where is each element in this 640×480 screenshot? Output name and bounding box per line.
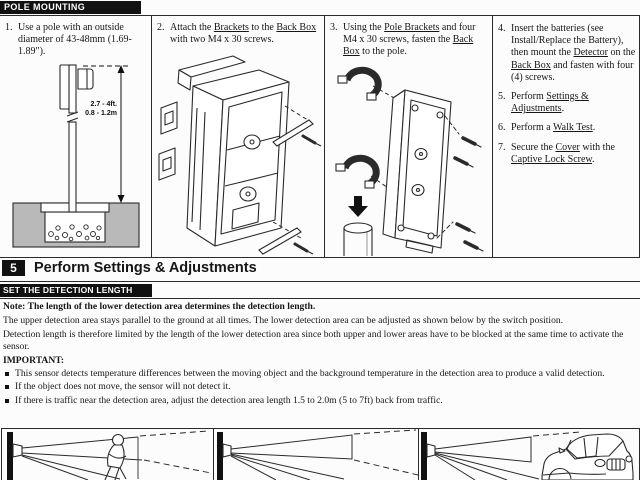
- side-clip: [159, 148, 175, 180]
- step-number: 2.: [157, 22, 165, 33]
- detection-area-range-svg: [214, 429, 418, 480]
- pole-mounting-header: POLE MOUNTING: [0, 1, 141, 14]
- bracket-attachment-diagram-svg: [155, 50, 325, 256]
- pole-bracket-diagram: [327, 56, 491, 256]
- detector-head: [78, 69, 93, 89]
- mount-arrow-and-pole: [344, 196, 372, 256]
- step-text: Perform Settings & Adjustments.: [511, 90, 589, 115]
- step-number: 3.: [330, 22, 338, 33]
- bracket-attachment-diagram: [155, 50, 325, 256]
- column-steps-4-7: [493, 16, 639, 257]
- detection-beams: [231, 430, 418, 480]
- step-number: 1.: [5, 22, 13, 33]
- step-text: Insert the batteries (see Install/Replace the Battery), then mount the Detector on the Back Box and fasten with four (4) screws.: [511, 23, 636, 83]
- detection-area-range-panel: [214, 429, 419, 480]
- rule-under-subheader: [0, 298, 640, 299]
- note-line: Note: The length of the lower detection area determines the detection length.: [3, 301, 316, 312]
- step-text: Attach the Brackets to the Back Box with two M4 x 30 screws.: [170, 22, 317, 46]
- paragraph-detection-limit: Detection length is therefore limited by the length of the lower detection area since both upper and lower areas have to be blocked at the same time to activate the sensor.: [3, 329, 624, 352]
- sensor-head: [223, 444, 231, 457]
- car-figure: [542, 434, 633, 480]
- detection-length-copy: [3, 301, 637, 408]
- step-7: [493, 135, 639, 166]
- pole-height-diagram: [1, 62, 151, 254]
- pole-top: [344, 223, 372, 233]
- step-2: [152, 16, 324, 46]
- height-label-line2: 0.8 - 1.2m: [85, 110, 117, 117]
- step-1: [0, 16, 151, 59]
- detector-bracket: [60, 65, 69, 109]
- pole-bracket-diagram-svg: [327, 56, 491, 256]
- step-text: Use a pole with an outside diameter of 43-48mm (1.69-1.89").: [18, 22, 132, 58]
- bullet-item: If the object does not move, the sensor will not detect it.: [5, 381, 637, 393]
- bullet-item: This sensor detects temperature differences between the moving object and the background temperature in the detection area to produce a valid detection.: [5, 368, 637, 380]
- column-step-3: [325, 16, 493, 257]
- column-step-1: [0, 16, 152, 257]
- square-bullet-icon: [5, 372, 9, 376]
- square-bullet-icon: [5, 385, 9, 389]
- mount-pole: [421, 432, 427, 480]
- detection-area-car-svg: [419, 429, 637, 480]
- important-label: IMPORTANT:: [3, 355, 65, 366]
- pole-lower: [69, 122, 76, 212]
- mount-pole: [217, 432, 223, 480]
- top-bracket: [179, 56, 245, 77]
- height-label-line1: 2.7 - 4ft.: [90, 101, 117, 108]
- section-title: Perform Settings & Adjustments: [34, 260, 257, 276]
- set-detection-length-header: SET THE DETECTION LENGTH: [0, 284, 152, 297]
- pole-clamp-lower: [345, 158, 376, 184]
- bullet-item: If there is traffic near the detection area, adjust the detection area length 1.5 to 2.0m (5 to 7ft) back from traffic.: [5, 395, 637, 407]
- step-number: 7.: [498, 141, 506, 153]
- detection-area-figures: [1, 428, 640, 480]
- section-5-heading: [2, 260, 257, 276]
- step-text: Using the Pole Brackets and four M4 x 30 screws, fasten the Back Box to the pole.: [343, 22, 476, 58]
- step-number: 5.: [498, 90, 506, 102]
- sensor-head: [427, 444, 435, 457]
- step-4: [493, 16, 639, 84]
- side-clip: [161, 102, 177, 134]
- pole-height-diagram-svg: [1, 62, 151, 254]
- mount-pole: [7, 432, 13, 480]
- column-step-2: [152, 16, 325, 257]
- step-number: 6.: [498, 122, 506, 134]
- step-5: [493, 84, 639, 115]
- pole-mounting-table: [0, 16, 640, 258]
- step-text: Perform a Walk Test.: [511, 122, 596, 134]
- step-text: Secure the Cover with the Captive Lock Screw.: [511, 141, 615, 165]
- detection-area-person-panel: [2, 429, 214, 480]
- step-3: [325, 16, 492, 59]
- sensor-head: [13, 444, 22, 457]
- step-6: [493, 115, 639, 134]
- pole-clamp-upper: [347, 70, 378, 96]
- rule-under-heading: [0, 281, 640, 282]
- down-arrow-icon: [348, 206, 368, 217]
- paragraph-upper-area: The upper detection area stays parallel to the ground at all times. The lower detection area can be adjusted as shown below by the switch position.: [3, 314, 564, 326]
- section-number-badge: 5: [2, 260, 25, 276]
- square-bullet-icon: [5, 399, 9, 403]
- walking-person: [105, 435, 126, 480]
- detection-area-car-panel: [419, 429, 639, 480]
- detection-area-person-svg: [2, 429, 213, 480]
- step-number: 4.: [498, 23, 506, 34]
- pole-upper: [69, 65, 76, 113]
